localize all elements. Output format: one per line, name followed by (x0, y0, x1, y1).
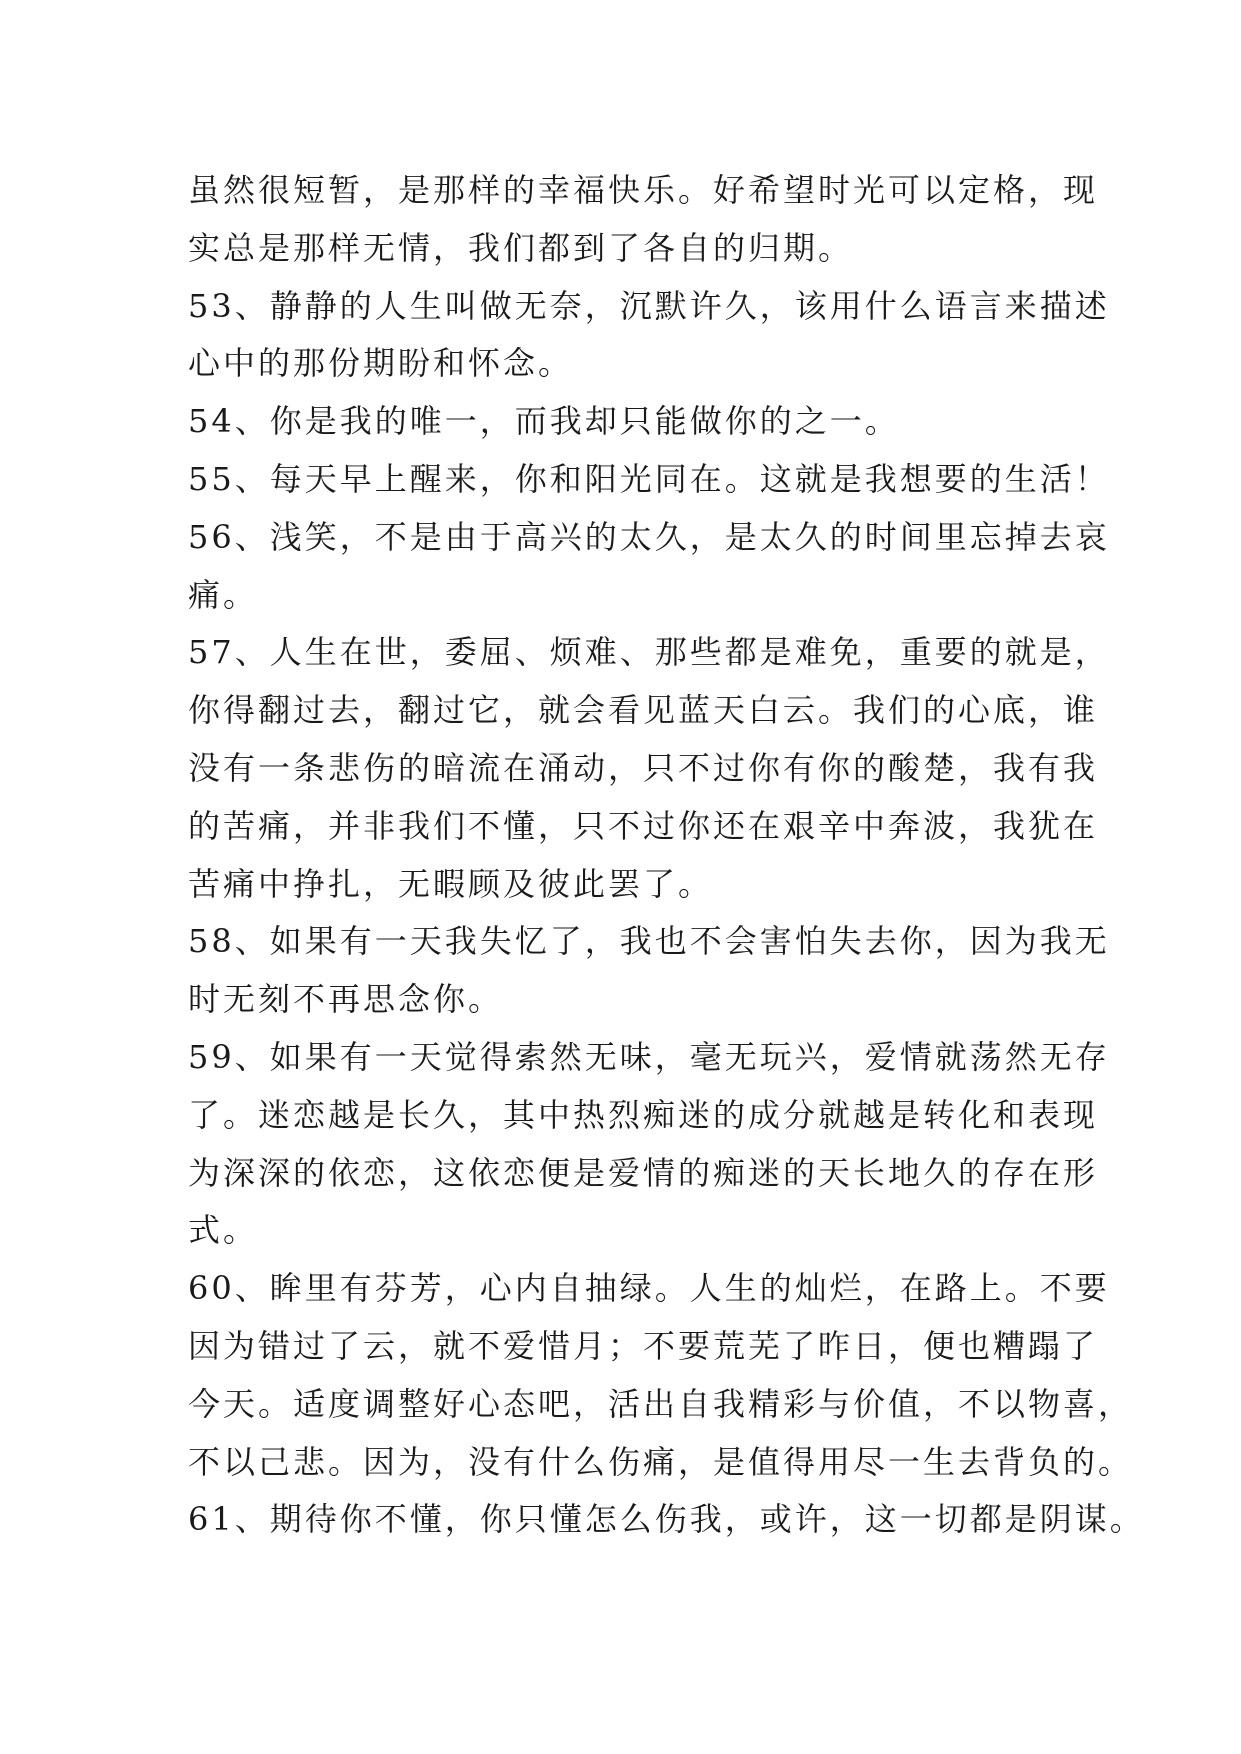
text-line: 56、浅笑，不是由于高兴的太久，是太久的时间里忘掉去哀 (188, 517, 1110, 556)
text-line: 你得翻过去，翻过它，就会看见蓝天白云。我们的心底，谁 (188, 691, 1099, 730)
text-line: 苦痛中挣扎，无暇顾及彼此罢了。 (188, 864, 714, 903)
text-line: 心中的那份期盼和怀念。 (188, 344, 574, 383)
text-line: 57、人生在世，委屈、烦难、那些都是难免，重要的就是， (188, 633, 1110, 672)
text-line: 没有一条悲伤的暗流在涌动，只不过你有你的酸楚，我有我 (188, 748, 1099, 787)
text-line: 58、如果有一天我失忆了，我也不会害怕失去你，因为我无 (188, 922, 1110, 961)
text-line: 痛。 (188, 575, 259, 614)
text-line: 的苦痛，并非我们不懂，只不过你还在艰辛中奔波，我犹在 (188, 806, 1099, 845)
text-line: 61、期待你不懂，你只懂怎么伤我，或许，这一切都是阴谋。 (188, 1500, 1145, 1539)
text-line: 为深深的依恋，这依恋便是爱情的痴迷的天长地久的存在形 (188, 1153, 1099, 1192)
text-line: 时无刻不再思念你。 (188, 980, 504, 1019)
text-line: 59、如果有一天觉得索然无味，毫无玩兴，爱情就荡然无存 (188, 1037, 1110, 1076)
text-line: 虽然很短暂，是那样的幸福快乐。好希望时光可以定格，现 (188, 171, 1099, 209)
text-line: 了。迷恋越是长久，其中热烈痴迷的成分就越是转化和表现 (188, 1095, 1099, 1134)
text-line: 因为错过了云，就不爱惜月；不要荒芜了昨日，便也糟蹋了 (188, 1326, 1099, 1365)
document-body (188, 162, 1145, 1549)
text-line: 54、你是我的唯一，而我却只能做你的之一。 (188, 402, 900, 441)
text-line: 60、眸里有芬芳，心内自抽绿。人生的灿烂，在路上。不要 (188, 1269, 1110, 1308)
text-line: 不以己悲。因为，没有什么伤痛，是值得用尽一生去背负的。 (188, 1442, 1134, 1481)
text-line: 式。 (188, 1211, 259, 1250)
text-line: 55、每天早上醒来，你和阳光同在。这就是我想要的生活！ (188, 459, 1110, 498)
text-line: 今天。适度调整好心态吧，活出自我精彩与价值，不以物喜， (188, 1384, 1134, 1423)
text-line: 实总是那样无情，我们都到了各自的归期。 (188, 228, 854, 267)
text-line: 53、静静的人生叫做无奈，沉默许久，该用什么语言来描述 (188, 286, 1110, 325)
